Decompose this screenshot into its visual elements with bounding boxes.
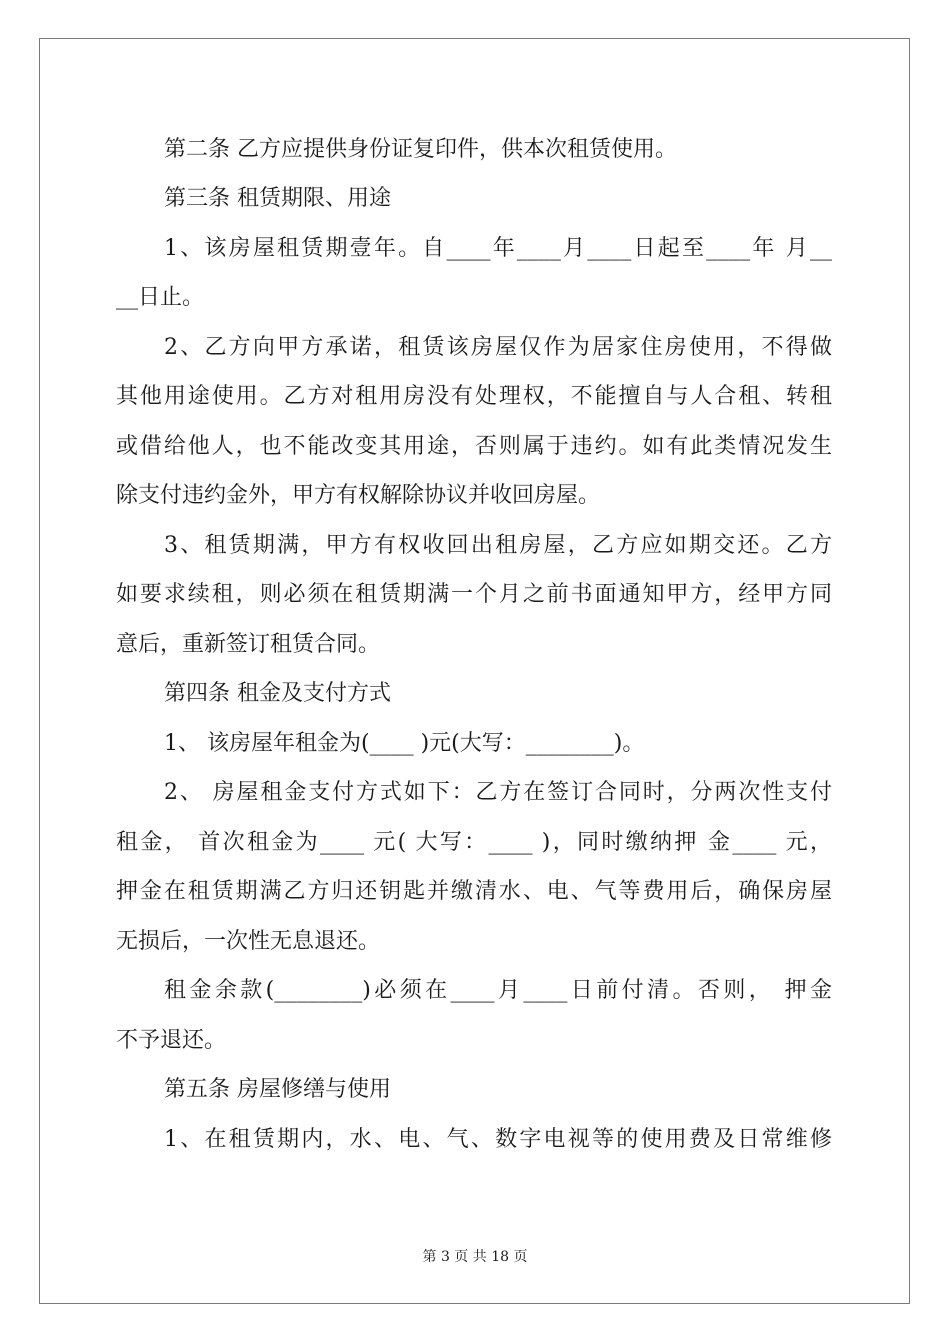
text-line: 第三条 租赁期限、用途 xyxy=(164,186,391,211)
text-line: 其他用途使用。乙方对租用房没有处理权，不能擅自与人合租、转租 xyxy=(116,384,832,409)
page-number-footer: 第 3 页 共 18 页 xyxy=(422,1249,528,1265)
text-line: 3、租赁期满，甲方有权收回出租房屋，乙方应如期交还。乙方 xyxy=(164,533,832,558)
text-line: 2、 房屋租金支付方式如下：乙方在签订合同时，分两次性支付 xyxy=(164,780,832,805)
text-line: 意后，重新签订租赁合同。 xyxy=(116,632,381,657)
text-line: 或借给他人，也不能改变其用途，否则属于违约。如有此类情况发生 xyxy=(116,434,832,459)
text-line: 押金在租赁期满乙方归还钥匙并缴清水、电、气等费用后，确保房屋 xyxy=(116,879,832,904)
text-line: 第二条 乙方应提供身份证复印件，供本次租赁使用。 xyxy=(164,137,677,162)
text-line: 不予退还。 xyxy=(116,1028,227,1053)
text-line: 无损后，一次性无息退还。 xyxy=(116,929,381,954)
text-line: 租金， 首次租金为____ 元( 大写：____ )，同时缴纳押 金____ 元， xyxy=(116,830,832,855)
text-line: 租金余款(________)必须在____月____日前付清。否则， 押金 xyxy=(164,978,832,1003)
text-line: 除支付违约金外，甲方有权解除协议并收回房屋。 xyxy=(116,483,601,508)
text-line: 第四条 租金及支付方式 xyxy=(164,681,391,706)
text-line: 如要求续租，则必须在租赁期满一个月之前书面通知甲方，经甲方同 xyxy=(116,582,832,607)
text-line: 2、乙方向甲方承诺，租赁该房屋仅作为居家住房使用，不得做 xyxy=(164,335,832,360)
text-line: 1、在租赁期内，水、电、气、数字电视等的使用费及日常维修 xyxy=(164,1127,832,1152)
text-line: 1、 该房屋年租金为(____ )元(大写：________)。 xyxy=(164,731,645,756)
text-line: __日止。 xyxy=(116,285,205,310)
text-line: 1、该房屋租赁期壹年。自____年____月____日起至____年 月__ xyxy=(164,236,832,261)
text-line: 第五条 房屋修缮与使用 xyxy=(164,1077,391,1102)
page-frame xyxy=(39,38,910,1304)
